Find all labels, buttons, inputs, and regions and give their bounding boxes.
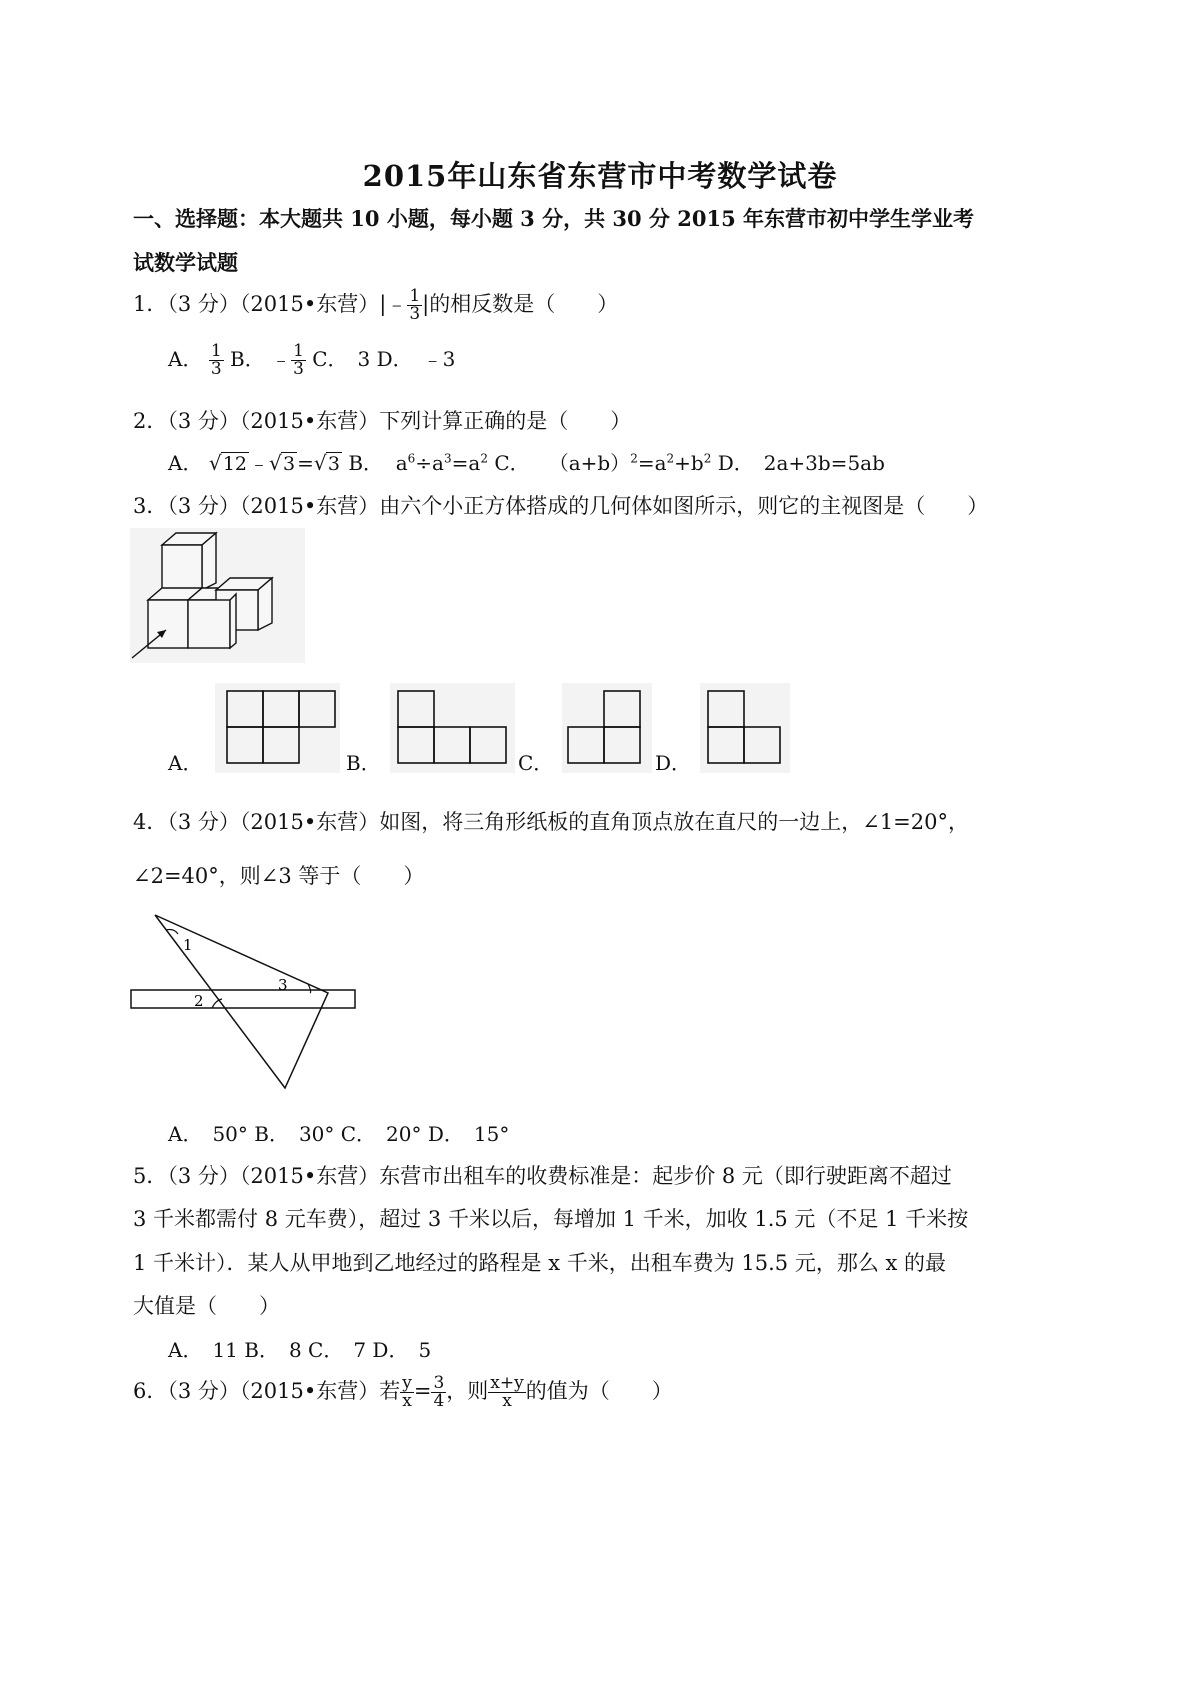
q6-mid: ，则	[446, 1379, 489, 1403]
q1-option-a-den: 3	[210, 359, 222, 379]
q6-f1-num: y	[402, 1373, 412, 1393]
q2-sqrt-3-b	[314, 453, 342, 475]
question-2-options	[168, 447, 885, 476]
q2-sqrt-3-a	[269, 453, 297, 475]
q1-option-a-fraction	[209, 343, 224, 378]
q1-option-a-label: A．	[168, 347, 203, 371]
q1-fraction	[407, 288, 422, 323]
q6-prefix: 6．（3 分）（2015•东营）若	[133, 1379, 401, 1403]
q2-sqrt-3-a-radicand: 3	[283, 453, 296, 475]
question-4-line1: 4．（3 分）（2015•东营）如图，将三角形纸板的直角顶点放在直尺的一边上，∠1=20°，	[133, 810, 969, 834]
question-5-line3: 1 千米计）．某人从甲地到乙地经过的路程是 x 千米，出租车费为 15.5 元，那么 x 的最	[133, 1251, 947, 1275]
angle-3-label: 3	[278, 976, 288, 994]
q3-b-bg	[390, 683, 515, 773]
q6-suffix: 的值为（ ）	[525, 1379, 673, 1403]
q6-equals: =	[413, 1379, 432, 1403]
q2-sqrt-3-b-radicand: 3	[327, 453, 340, 475]
q3-option-b-label: B．	[346, 751, 381, 775]
question-5-line2: 3 千米都需付 8 元车费），超过 3 千米以后，每增加 1 千米，加收 1.5 元（不足 1 千米按	[133, 1207, 969, 1231]
question-4-line2: ∠2=40°，则∠3 等于（ ）	[133, 864, 425, 888]
q2-option-d: D． 2a+3b=5ab	[717, 451, 885, 475]
question-4-options: A． 50° B． 30° C． 20° D． 15°	[168, 1122, 510, 1146]
q2-option-c-expr: $(a+b)^2=a^2+b^2$	[535, 451, 712, 475]
q1-prefix: 1．（3 分）（2015•东营）	[133, 292, 380, 316]
question-1-stem	[133, 288, 618, 323]
q2-option-c-label: C．	[494, 451, 530, 475]
q1-fraction-numerator: 1	[409, 286, 421, 306]
q3-option-d-figure	[700, 683, 790, 773]
q1-option-b-fraction	[291, 343, 306, 378]
q1-option-b-num: 1	[293, 341, 304, 361]
q1-suffix: 的相反数是（ ）	[429, 292, 619, 316]
q6-f3-den: x	[502, 1391, 512, 1411]
q2-option-b-expr: $a^6\div a^3=a^2$	[389, 451, 488, 475]
q1-option-b-den: 3	[293, 359, 304, 379]
question-5-options: A． 11 B． 8 C． 7 D． 5	[168, 1338, 432, 1362]
q2-equals: =	[297, 451, 314, 475]
q6-f2-num: 3	[433, 1373, 445, 1393]
q3-option-b-figure	[390, 683, 515, 773]
cube2-front	[188, 600, 230, 648]
q2-option-b-label: B．	[348, 451, 384, 475]
q3-a-bg	[215, 683, 340, 773]
q3-option-a-figure	[215, 683, 340, 773]
q2-minus: ﹣	[249, 451, 269, 475]
question-3-stem: 3．（3 分）（2015•东营）由六个小正方体搭成的几何体如图所示，则它的主视图是（ ）	[133, 494, 989, 518]
ruler	[131, 990, 355, 1008]
cube1-front	[148, 600, 188, 648]
q1-option-b-sign: ﹣	[271, 347, 292, 371]
question-1-options	[168, 343, 455, 378]
q1-option-a-num: 1	[210, 341, 222, 361]
question-5-line1: 5．（3 分）（2015•东营）东营市出租车的收费标准是：起步价 8 元（即行驶距离不超过	[133, 1164, 952, 1188]
q3-option-c-figure	[562, 683, 652, 773]
q4-triangle-ruler-figure	[128, 908, 363, 1093]
q3-d-bg	[700, 683, 790, 773]
q3-option-c-label: C．	[518, 751, 554, 775]
q6-fraction-y-over-x	[400, 1375, 414, 1410]
q1-option-b-label: B．	[230, 347, 265, 371]
angle-2-label: 2	[194, 992, 204, 1010]
section-heading-line2: 试数学试题	[133, 250, 238, 275]
q3-option-d-label: D．	[655, 751, 692, 775]
q2-option-a-label: A．	[168, 451, 203, 475]
q1-abs-close: |	[422, 292, 430, 316]
q6-f3-num: x+y	[490, 1373, 524, 1393]
q6-f1-den: x	[402, 1391, 412, 1411]
q3-cube-figure	[130, 528, 305, 663]
q2-sqrt-12	[209, 453, 249, 475]
angle-1-label: 1	[183, 936, 193, 954]
page-title: 2015年山东省东营市中考数学试卷	[362, 159, 838, 193]
q1-fraction-denominator: 3	[409, 304, 421, 324]
q6-fraction-xy-over-x	[488, 1375, 525, 1410]
q1-abs-open: |﹣	[379, 292, 408, 316]
q6-f2-den: 4	[433, 1391, 445, 1411]
q1-option-cd: C． 3 D． ﹣3	[312, 347, 456, 371]
q2-sqrt-12-radicand: 12	[222, 453, 247, 475]
section-heading-line1: 一、选择题：本大题共 10 小题，每小题 3 分，共 30 分 2015 年东营市初中学生学业考	[133, 206, 974, 231]
q3-c-bg	[562, 683, 652, 773]
top-cube-front	[162, 545, 202, 590]
q6-fraction-3-over-4	[431, 1375, 446, 1410]
q3-option-a-label: A．	[168, 751, 203, 775]
cube2-side	[230, 594, 236, 648]
question-2-stem: 2．（3 分）（2015•东营）下列计算正确的是（ ）	[133, 409, 632, 433]
question-5-line4: 大值是（ ）	[133, 1294, 280, 1318]
question-6-stem	[133, 1375, 673, 1410]
